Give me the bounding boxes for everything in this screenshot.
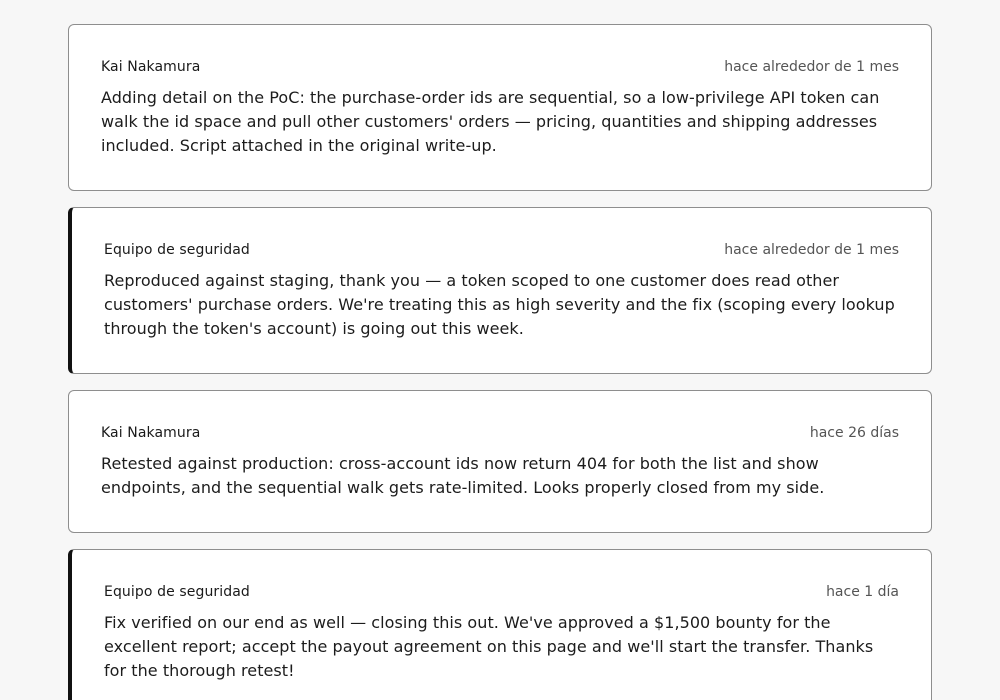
staff-comment-card xyxy=(68,549,932,700)
comment-timestamp: hace alrededor de 1 mes xyxy=(724,59,899,75)
comment-body: Fix verified on our end as well — closing this out. We've approved a $1,500 bounty for the excellent report; accept the payout agreement on this page and we'll start the transfer. Thanks for the thorough retest! xyxy=(104,613,874,680)
comment-card xyxy=(68,390,932,533)
comment-timestamp: hace 1 día xyxy=(826,584,899,600)
comment-header xyxy=(101,59,899,75)
comment-timestamp: hace alrededor de 1 mes xyxy=(724,242,899,258)
comment-author: Equipo de seguridad xyxy=(104,242,250,258)
comment-timestamp: hace 26 días xyxy=(809,425,899,441)
comment-author: Kai Nakamura xyxy=(101,425,201,441)
comment-author: Kai Nakamura xyxy=(101,59,201,75)
comment-body: Retested against production: cross-account ids now return 404 for both the list and show endpoints, and the sequential walk gets rate-limited. Looks properly closed from my side. xyxy=(101,454,825,497)
comment-body: Adding detail on the PoC: the purchase-order ids are sequential, so a low-privilege API token can walk the id space and pull other customers' orders — pricing, quantities and shipping addresses included. Script attached in the original write-up. xyxy=(101,88,880,155)
staff-comment-card xyxy=(68,207,932,374)
comment-thread xyxy=(68,24,932,700)
comment-author: Equipo de seguridad xyxy=(104,584,250,600)
comment-body: Reproduced against staging, thank you — a token scoped to one customer does read other customers' purchase orders. We're treating this as high severity and the fix (scoping every lookup through the token's account) is going out this week. xyxy=(104,271,895,338)
comment-header xyxy=(104,242,899,258)
comment-header xyxy=(104,584,899,600)
comment-card xyxy=(68,24,932,191)
comment-header xyxy=(101,425,899,441)
